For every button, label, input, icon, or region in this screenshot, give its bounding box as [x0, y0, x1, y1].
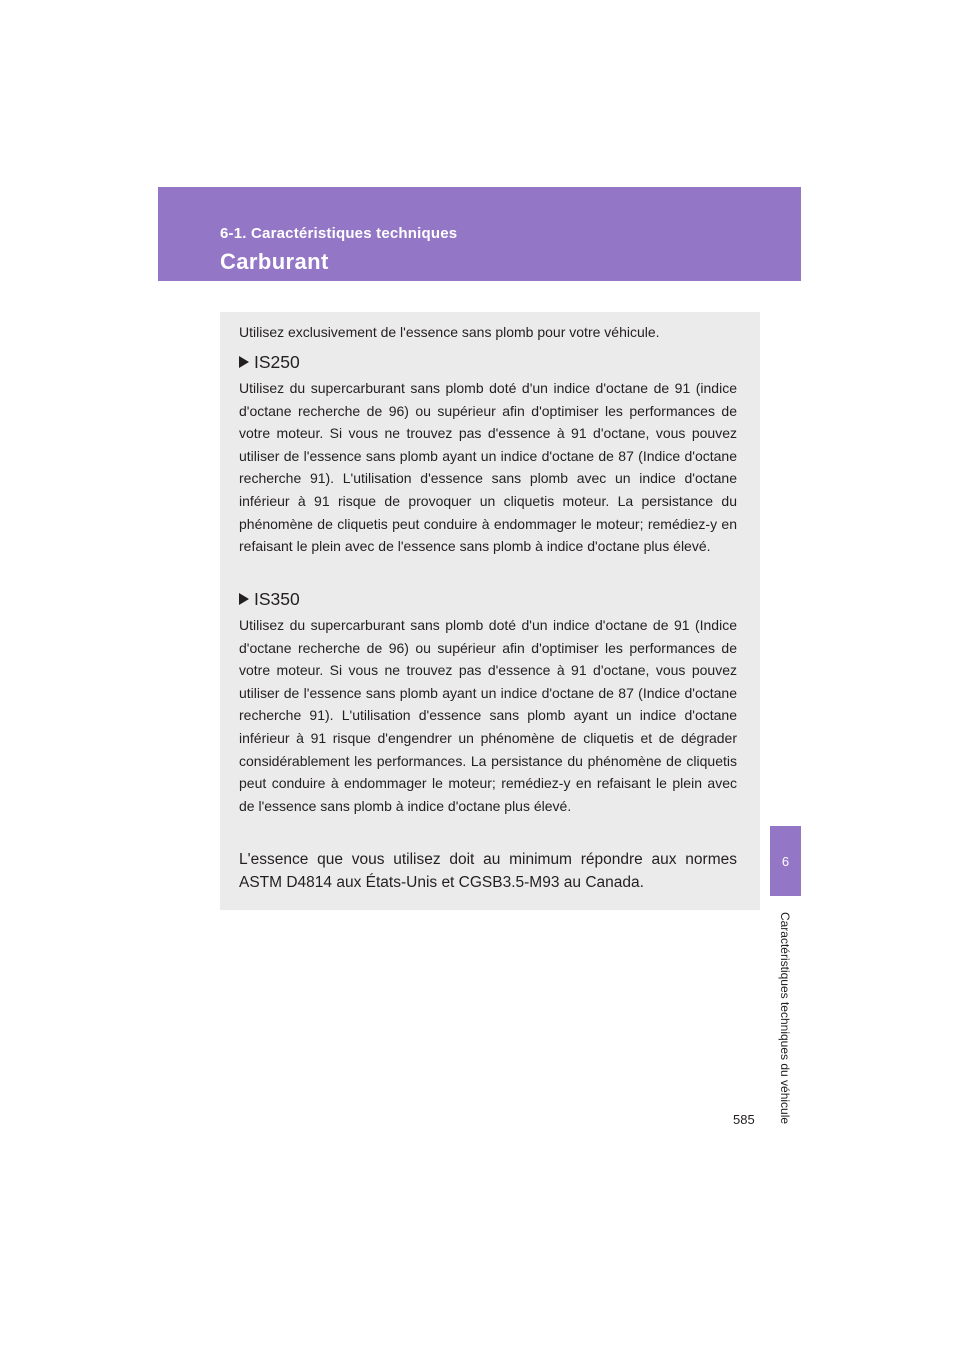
- paragraph-is250: Utilisez du supercarburant sans plomb doté d'un indice d'octane de 91 (indice d'octane recherche de 96) ou supérieur afin d'optimiser les performances de votre moteur. Si vous ne trouvez pas d'essence à 91 d'octane, vous pouvez utiliser de l'essence sans plomb ayant un indice d'octane de 87 (Indice d'octane recherche 91). L'utilisation d'essence sans plomb avec un indice d'octane inférieur à 91 risque de provoquer un cliquetis moteur. La persistance du phénomène de cliquetis peut conduire à endommager le moteur; remédiez-y en refaisant le plein avec de l'essence sans plomb à indice d'octane plus élevé.: [239, 380, 737, 555]
- content-box: [220, 312, 760, 910]
- page-title: Carburant: [220, 249, 329, 274]
- model-label: IS350: [254, 589, 300, 609]
- triangle-bullet-icon: [239, 593, 249, 605]
- paragraph-is350: Utilisez du supercarburant sans plomb doté d'un indice d'octane de 91 (Indice d'octane recherche de 96) ou supérieur afin d'optimiser les performances de votre moteur. Si vous ne trouvez pas d'essence à 91 d'octane, vous pouvez utiliser de l'essence sans plomb ayant un indice d'octane de 87 (Indice d'octane recherche 91). L'utilisation d'essence sans plomb ayant un indice d'octane inférieur à 91 risque d'engendrer un phénomène de cliquetis et de dégrader considérablement les performances. La persistance du phénomène de cliquetis peut conduire à endommager le moteur; remédiez-y en refaisant le plein avec de l'essence sans plomb à indice d'octane plus élevé.: [239, 617, 737, 814]
- model-heading-is350: [239, 587, 300, 611]
- chapter-side-label: Caractéristiques techniques du véhicule: [778, 911, 792, 1125]
- chapter-tab: [770, 826, 801, 896]
- section-label: 6-1. Caractéristiques techniques: [220, 225, 458, 242]
- intro-text: Utilisez exclusivement de l'essence sans plomb pour votre véhicule.: [239, 324, 660, 340]
- model-heading-is250: [239, 350, 300, 374]
- model-label: IS250: [254, 352, 300, 372]
- triangle-bullet-icon: [239, 356, 249, 368]
- page-number: 585: [733, 1112, 755, 1127]
- chapter-number: 6: [781, 854, 790, 869]
- closing-text: L'essence que vous utilisez doit au minimum répondre aux normes ASTM D4814 aux États-Unis et CGSB3.5-M93 au Canada.: [239, 851, 737, 891]
- header-banner: [158, 187, 801, 281]
